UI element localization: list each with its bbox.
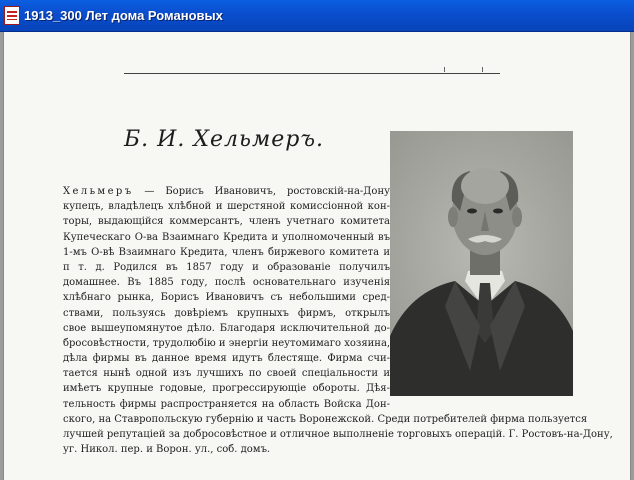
article-line: лучшей репутаціей за добросовѣстное и отличное выполненіе торговыхъ операцій. Г. Ростовъ-на-Дону, bbox=[63, 429, 613, 440]
article-line: тается нынѣ одной изъ лучшихъ по своей спеціальности и bbox=[63, 368, 390, 380]
article-lead-name: Хельмеръ bbox=[63, 186, 134, 197]
article-line: бросовѣстности, трудолюбію и энергіи неутомимаго хозяина, bbox=[63, 337, 391, 349]
article-line: ствами, пользуясь довѣріемъ крупныхъ фирмъ, открылъ bbox=[63, 307, 390, 319]
article-body bbox=[63, 184, 613, 457]
document-viewport[interactable] bbox=[0, 32, 634, 480]
article-line: торы, выдающійся коммерсантъ, членъ учетнаго комитета bbox=[63, 216, 390, 228]
article-heading: Б. И. Хельмеръ. bbox=[124, 127, 324, 152]
article-line: домашнее. Въ 1885 году, послѣ основательнаго изученія bbox=[63, 277, 390, 289]
article-line: Купеческаго О-ва Взаимнаго Кредита и уполномоченный въ bbox=[63, 231, 390, 243]
article-line: тельность фирмы распространяется на область Войска Дон- bbox=[63, 398, 390, 410]
article-line: 1-мъ О-вѣ Взаимнаго Кредита, членъ биржевого комитета и bbox=[63, 246, 390, 258]
header-tick bbox=[444, 67, 445, 72]
article-line: свое вышеупомянутое дѣло. Благодаря исключительной до- bbox=[63, 322, 390, 334]
pdf-document-icon bbox=[5, 7, 19, 24]
article-line-text: — Борисъ Ивановичъ, ростовскій-на-Дону bbox=[133, 186, 390, 197]
article-line: уг. Никол. пер. и Ворон. ул., соб. домъ. bbox=[63, 444, 271, 456]
header-rule bbox=[124, 73, 500, 74]
document-page bbox=[4, 32, 630, 480]
article-line: хлѣбнаго рынка, Борисъ Ивановичъ съ небольшими сред- bbox=[63, 292, 390, 304]
article-line: имѣетъ крупные годовые, прогрессирующіе обороты. Дѣя- bbox=[63, 383, 390, 395]
article-line bbox=[63, 184, 390, 199]
article-line: дѣла фирмы въ данное время идутъ блестяще. Фирма счи- bbox=[63, 353, 390, 365]
window-title: 1913_300 Лет дома Романовых bbox=[24, 8, 223, 23]
article-line: п т. д. Родился въ 1857 году и образованіе получилъ bbox=[63, 261, 390, 273]
article-line: ского, на Ставропольскую губернію и часть Воронежской. Среди потребителей фирма пользуется bbox=[63, 413, 588, 425]
title-bar[interactable] bbox=[0, 0, 634, 32]
header-tick bbox=[482, 67, 483, 72]
article-line: купецъ, владѣлецъ хлѣбной и шерстяной комиссіонной кон- bbox=[63, 201, 390, 213]
